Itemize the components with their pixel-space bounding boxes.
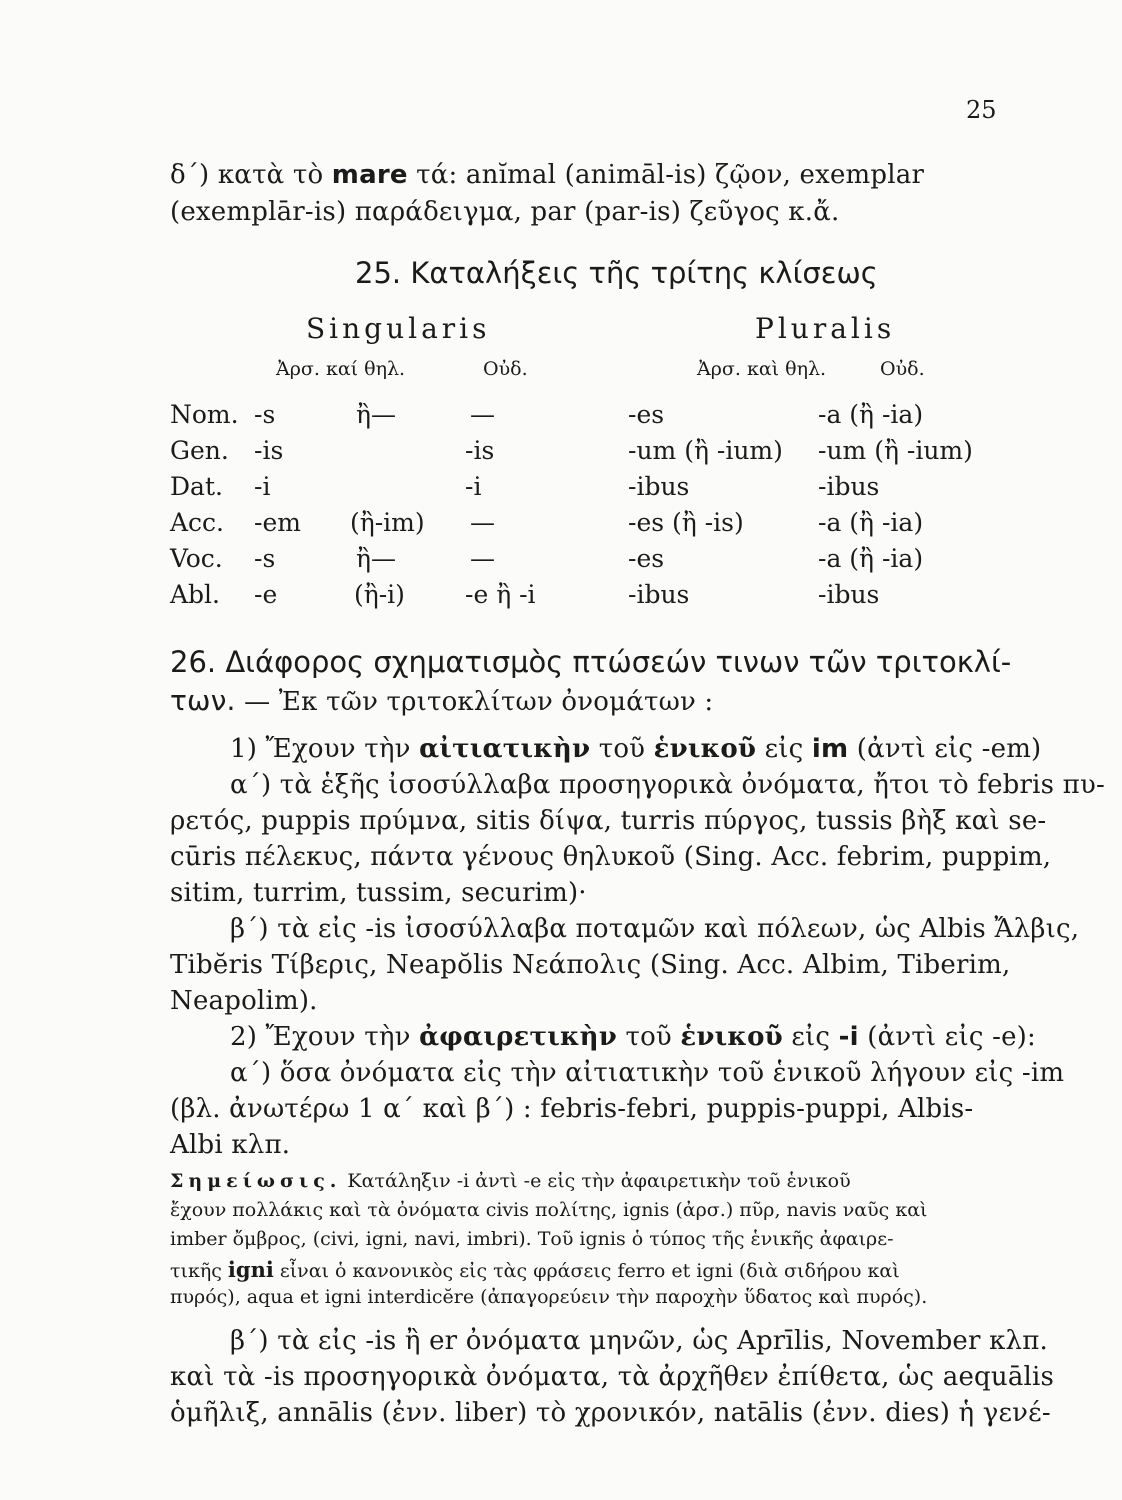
case-label: Voc.	[170, 544, 223, 573]
text-line: Neapolim).	[170, 986, 318, 1016]
pl-neut-ending: -ibus	[818, 472, 880, 501]
sg-neut-ending: —	[470, 508, 495, 537]
text-line: Albi κλπ.	[170, 1130, 291, 1160]
pl-ending: -ibus	[628, 472, 690, 501]
text-line: α΄) τὰ ἑξῆς ἰσοσύλλαβα προσηγορικὰ ὀνόματα, ἤτοι τὸ febris πυ-	[230, 770, 1105, 800]
case-label: Acc.	[170, 508, 225, 537]
note-line: ἔχουν πολλάκις καὶ τὰ ὀνόματα civis πολίτης, ignis (ἀρσ.) πῦρ, navis ναῦς καὶ	[170, 1199, 928, 1221]
sg-ending: -s	[254, 400, 276, 429]
pl-ending: -um (ἢ -ium)	[628, 436, 783, 465]
note-label: Σημείωσις.	[170, 1170, 342, 1192]
text-line: ρετός, puppis πρύμνα, sitis δίψα, turris πύργος, tussis βὴξ καὶ se-	[170, 806, 1047, 836]
sg-alt-ending: ἢ—	[356, 400, 396, 429]
section-26-heading-cont: των. — Ἐκ τῶν τριτοκλίτων ὀνομάτων :	[170, 684, 714, 717]
page-number: 25	[966, 96, 997, 124]
pl-neut-ending: -a (ἢ -ia)	[818, 544, 924, 573]
sg-neut-ending: —	[470, 544, 495, 573]
pl-ending: -es	[628, 400, 665, 429]
intro-line-1: δ΄) κατὰ τὸ mare τά: anĭmal (animāl-is) ζῷον, exemplar	[170, 160, 925, 190]
sg-ending: -s	[254, 544, 276, 573]
text-line: α΄) ὅσα ὀνόματα εἰς τὴν αἰτιατικὴν τοῦ ἑνικοῦ λήγουν εἰς -im	[230, 1058, 1065, 1088]
text-line: (βλ. ἀνωτέρω 1 α΄ καὶ β΄) : febris-febri, puppis-puppi, Albis-	[170, 1094, 974, 1124]
intro-line-2: (exemplār-is) παράδειγμα, par (par-is) ζεῦγος κ.ἄ.	[170, 197, 840, 227]
note-line: τικῆς igni εἶναι ὁ κανονικὸς εἰς τὰς φράσεις ferro et igni (διὰ σιδήρου καὶ	[170, 1257, 900, 1282]
pl-neut-ending: -ibus	[818, 580, 880, 609]
singularis-header: Singularis	[306, 312, 491, 345]
case-label: Nom.	[170, 400, 239, 429]
text-line: sitim, turrim, tussim, securim)·	[170, 878, 587, 908]
case-label: Abl.	[170, 580, 220, 609]
sg-alt-ending: ἢ—	[356, 544, 396, 573]
pl-masc-fem-header: Ἀρσ. καὶ θηλ.	[697, 358, 827, 380]
sg-neut-header: Οὐδ.	[483, 358, 528, 380]
sg-neut-ending: -e ἢ -i	[465, 580, 536, 609]
sg-alt-ending: (ἢ-im)	[350, 508, 425, 537]
sg-neut-ending: -is	[465, 436, 495, 465]
text-line: Tibĕris Τίβερις, Neapŏlis Νεάπολις (Sing. Acc. Albim, Tiberim,	[170, 950, 1011, 980]
section-26-heading: 26. Διάφορος σχηματισμὸς πτώσεών τινων τῶν τριτοκλί-	[170, 645, 1012, 679]
sg-ending: -i	[254, 472, 271, 501]
note-line: imber ὄμβρος, (civi, igni, navi, imbri). Τοῦ ignis ὁ τύπος τῆς ἑνικῆς ἀφαιρε-	[170, 1228, 894, 1250]
sg-masc-fem-header: Ἀρσ. καί θηλ.	[276, 358, 406, 380]
sg-alt-ending: (ἢ-i)	[354, 580, 405, 609]
pl-neut-header: Οὐδ.	[880, 358, 925, 380]
rule-2: 2) Ἔχουν τὴν ἀφαιρετικὴν τοῦ ἑνικοῦ εἰς -i (ἀντὶ εἰς -e):	[230, 1022, 1036, 1052]
pl-neut-ending: -a (ἢ -ia)	[818, 508, 924, 537]
pluralis-header: Pluralis	[755, 312, 896, 345]
sg-neut-ending: -i	[465, 472, 482, 501]
case-label: Dat.	[170, 472, 223, 501]
pl-ending: -ibus	[628, 580, 690, 609]
text-line: β΄) τὰ εἰς -is ἰσοσύλλαβα ποταμῶν καὶ πόλεων, ὡς Albis Ἄλβις,	[230, 914, 1080, 944]
pl-neut-ending: -a (ἢ -ia)	[818, 400, 924, 429]
note-line: πυρός), aqua et igni interdicĕre (ἀπαγορεύειν τὴν παροχὴν ὕδατος καὶ πυρός).	[170, 1286, 928, 1308]
section-25-heading: 25. Καταλήξεις τῆς τρίτης κλίσεως	[355, 256, 878, 290]
sg-ending: -is	[254, 436, 284, 465]
text-line: cūris πέλεκυς, πάντα γένους θηλυκοῦ (Sing. Acc. febrim, puppim,	[170, 842, 1052, 872]
sg-ending: -e	[254, 580, 278, 609]
pl-ending: -es	[628, 544, 665, 573]
rule-1: 1) Ἔχουν τὴν αἰτιατικὴν τοῦ ἑνικοῦ εἰς im (ἀντὶ εἰς -em)	[230, 734, 1042, 764]
sg-neut-ending: —	[470, 400, 495, 429]
pl-neut-ending: -um (ἢ -ium)	[818, 436, 973, 465]
sg-ending: -em	[254, 508, 301, 537]
text-line: ὁμῆλιξ, annālis (ἐνν. liber) τὸ χρονικόν, natālis (ἐνν. dies) ἡ γενέ-	[170, 1398, 1051, 1428]
intro-keyword-mare: mare	[331, 160, 408, 190]
case-label: Gen.	[170, 436, 229, 465]
pl-ending: -es (ἢ -is)	[628, 508, 744, 537]
text-line: καὶ τὰ -is προσηγορικὰ ὀνόματα, τὰ ἀρχῆθεν ἐπίθετα, ὡς aequālis	[170, 1362, 1055, 1392]
text-line: β΄) τὰ εἰς -is ἢ er ὀνόματα μηνῶν, ὡς Aprīlis, November κλπ.	[230, 1326, 1048, 1356]
note-line: Σημείωσις. Κατάληξιν -i ἀντὶ -e εἰς τὴν ἀφαιρετικὴν τοῦ ἑνικοῦ	[170, 1170, 851, 1192]
